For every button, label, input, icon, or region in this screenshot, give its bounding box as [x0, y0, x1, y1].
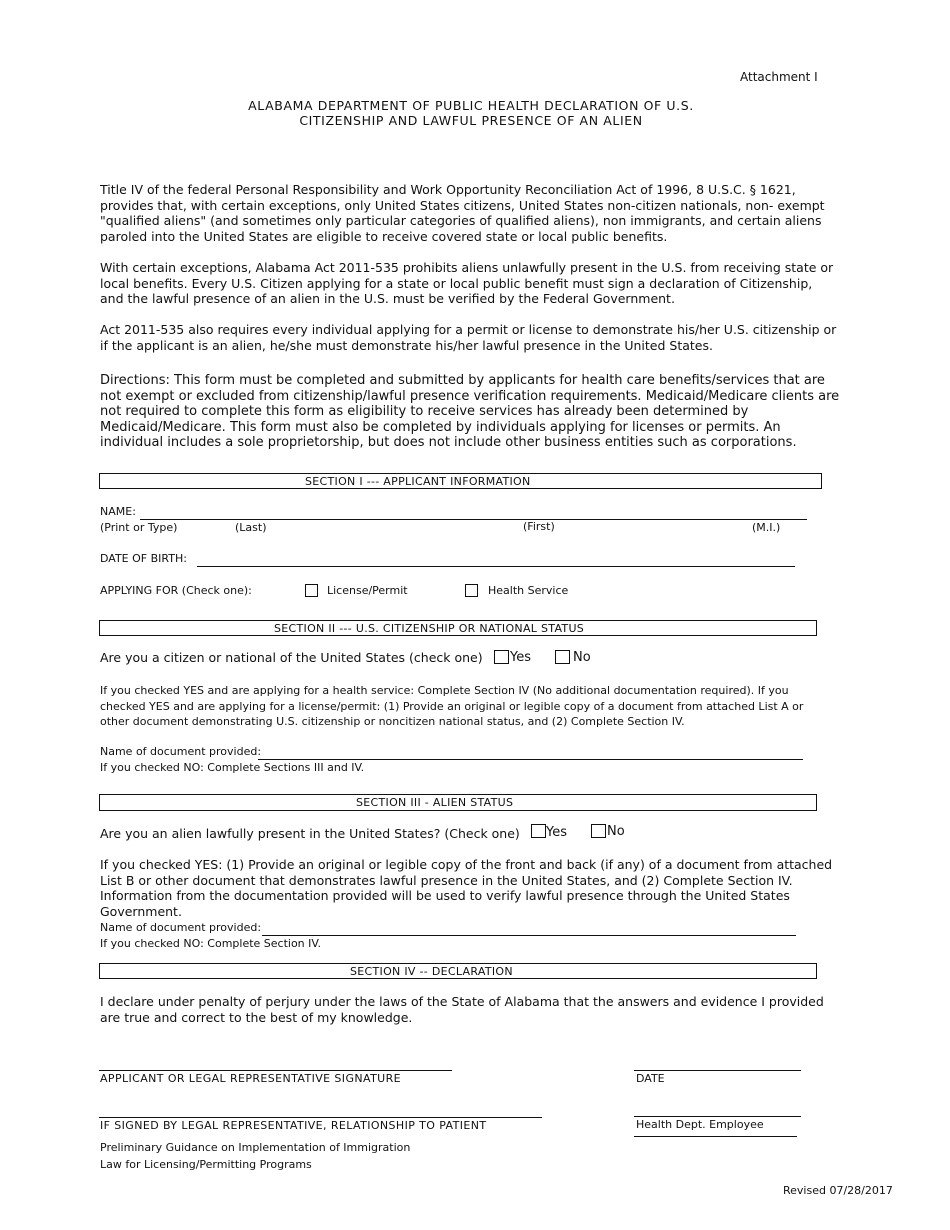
- employee-label: Health Dept. Employee: [636, 1118, 764, 1131]
- license-permit-label: License/Permit: [327, 584, 408, 597]
- page-title-line1: ALABAMA DEPARTMENT OF PUBLIC HEALTH DECLARATION OF U.S.: [248, 98, 694, 113]
- middle-initial-label: (M.I.): [752, 521, 781, 534]
- relationship-field[interactable]: [99, 1117, 542, 1118]
- alien-no-label: No: [607, 824, 625, 839]
- section2-doc-field[interactable]: [258, 759, 803, 760]
- citizen-no-label: No: [573, 650, 591, 665]
- section2-no-note: If you checked NO: Complete Sections III and IV.: [100, 761, 365, 774]
- section4-header: [99, 963, 817, 979]
- intro-paragraph-2: With certain exceptions, Alabama Act 2011-535 prohibits aliens unlawfully present in the U.S. from receiving state or local benefits. Every U.S. Citizen applying for a state or local public benefit must sign a declaration of Citizenship, and the lawful presence of an alien in the U.S. must be verified by the Federal Government.: [100, 260, 834, 307]
- section3-header: [99, 794, 817, 811]
- section3-doc-field[interactable]: [262, 935, 796, 936]
- footer-guidance-line1: Preliminary Guidance on Implementation of Immigration: [100, 1141, 411, 1154]
- employee-field[interactable]: [634, 1116, 801, 1117]
- page-title: [0, 98, 942, 128]
- license-permit-checkbox[interactable]: [305, 584, 318, 597]
- section2-instructions: If you checked YES and are applying for a health service: Complete Section IV (No additional documentation required). If you checked YES and are applying for a license/permit: (1) Provide an original or legible copy of a document from attached List A or other document demonstrating U.S. citizenship or noncitizen national status, and (2) Complete Section IV.: [100, 684, 804, 729]
- signature-label: APPLICANT OR LEGAL REPRESENTATIVE SIGNATURE: [100, 1072, 402, 1085]
- last-name-label: (Last): [235, 521, 267, 534]
- intro-paragraph-3: Act 2011-535 also requires every individual applying for a permit or license to demonstrate his/her U.S. citizenship or if the applicant is an alien, he/she must demonstrate his/her lawful presence in the United States.: [100, 322, 837, 353]
- citizen-question: Are you a citizen or national of the United States (check one): [100, 650, 483, 665]
- section2-header: [99, 620, 817, 636]
- section2-doc-label: Name of document provided:: [100, 745, 262, 758]
- alien-no-checkbox[interactable]: [591, 824, 606, 838]
- section1-header-text: SECTION I --- APPLICANT INFORMATION: [305, 475, 531, 488]
- name-label: NAME:: [100, 505, 136, 518]
- section4-header-text: SECTION IV -- DECLARATION: [350, 965, 513, 978]
- intro-paragraph-1: Title IV of the federal Personal Responsibility and Work Opportunity Reconciliation Act of 1996, 8 U.S.C. § 1621, provides that, with certain exceptions, only United States citizens, United States non-citizen nationals, non- exempt "qualified aliens" (and sometimes only particular categories of qualified aliens), non immigrants, and certain aliens paroled into the United States are eligible to receive covered state or local public benefits.: [100, 182, 825, 244]
- revised-date: Revised 07/28/2017: [783, 1184, 893, 1197]
- section3-header-text: SECTION III - ALIEN STATUS: [356, 796, 514, 809]
- section3-doc-label: Name of document provided:: [100, 921, 262, 934]
- alien-yes-checkbox[interactable]: [531, 824, 546, 838]
- health-service-label: Health Service: [488, 584, 569, 597]
- first-name-label: (First): [523, 520, 555, 533]
- name-field[interactable]: [140, 519, 807, 520]
- health-service-checkbox[interactable]: [465, 584, 478, 597]
- page-title-line2: CITIZENSHIP AND LAWFUL PRESENCE OF AN ALIEN: [299, 113, 643, 128]
- section2-header-text: SECTION II --- U.S. CITIZENSHIP OR NATIONAL STATUS: [274, 622, 585, 635]
- date-label: DATE: [636, 1072, 665, 1085]
- declaration-text: I declare under penalty of perjury under the laws of the State of Alabama that the answers and evidence I provided are true and correct to the best of my knowledge.: [100, 994, 824, 1025]
- citizen-yes-label: Yes: [510, 650, 531, 665]
- date-field[interactable]: [634, 1070, 801, 1071]
- print-or-type-label: (Print or Type): [100, 521, 178, 534]
- dob-label: DATE OF BIRTH:: [100, 552, 187, 565]
- employee-underline: [634, 1136, 797, 1137]
- relationship-label: IF SIGNED BY LEGAL REPRESENTATIVE, RELATIONSHIP TO PATIENT: [100, 1119, 487, 1132]
- section1-header: [99, 473, 822, 489]
- alien-question: Are you an alien lawfully present in the United States? (Check one): [100, 826, 520, 841]
- section3-no-note: If you checked NO: Complete Section IV.: [100, 937, 321, 950]
- dob-field[interactable]: [197, 566, 795, 567]
- section3-instructions: If you checked YES: (1) Provide an original or legible copy of the front and back (if any) of a document from attached List B or other document that demonstrates lawful presence in the United States, and (2) Complete Section IV. Information from the documentation provided will be used to verify lawful presence through the United States Government.: [100, 857, 833, 919]
- citizen-yes-checkbox[interactable]: [494, 650, 509, 664]
- alien-yes-label: Yes: [546, 825, 567, 840]
- signature-field[interactable]: [99, 1070, 452, 1071]
- applying-for-label: APPLYING FOR (Check one):: [100, 584, 252, 597]
- citizen-no-checkbox[interactable]: [555, 650, 570, 664]
- directions-paragraph: Directions: This form must be completed and submitted by applicants for health care benefits/services that are not exempt or excluded from citizenship/lawful presence verification requirements. Medicaid/Medicare clients are not required to complete this form as eligibility to receive services has already been determined by Medicaid/Medicare. This form must also be completed by individuals applying for licenses or permits. An individual includes a sole proprietorship, but does not include other business entities such as corporations.: [100, 373, 840, 451]
- footer-guidance-line2: Law for Licensing/Permitting Programs: [100, 1158, 312, 1171]
- attachment-label: Attachment I: [740, 70, 818, 84]
